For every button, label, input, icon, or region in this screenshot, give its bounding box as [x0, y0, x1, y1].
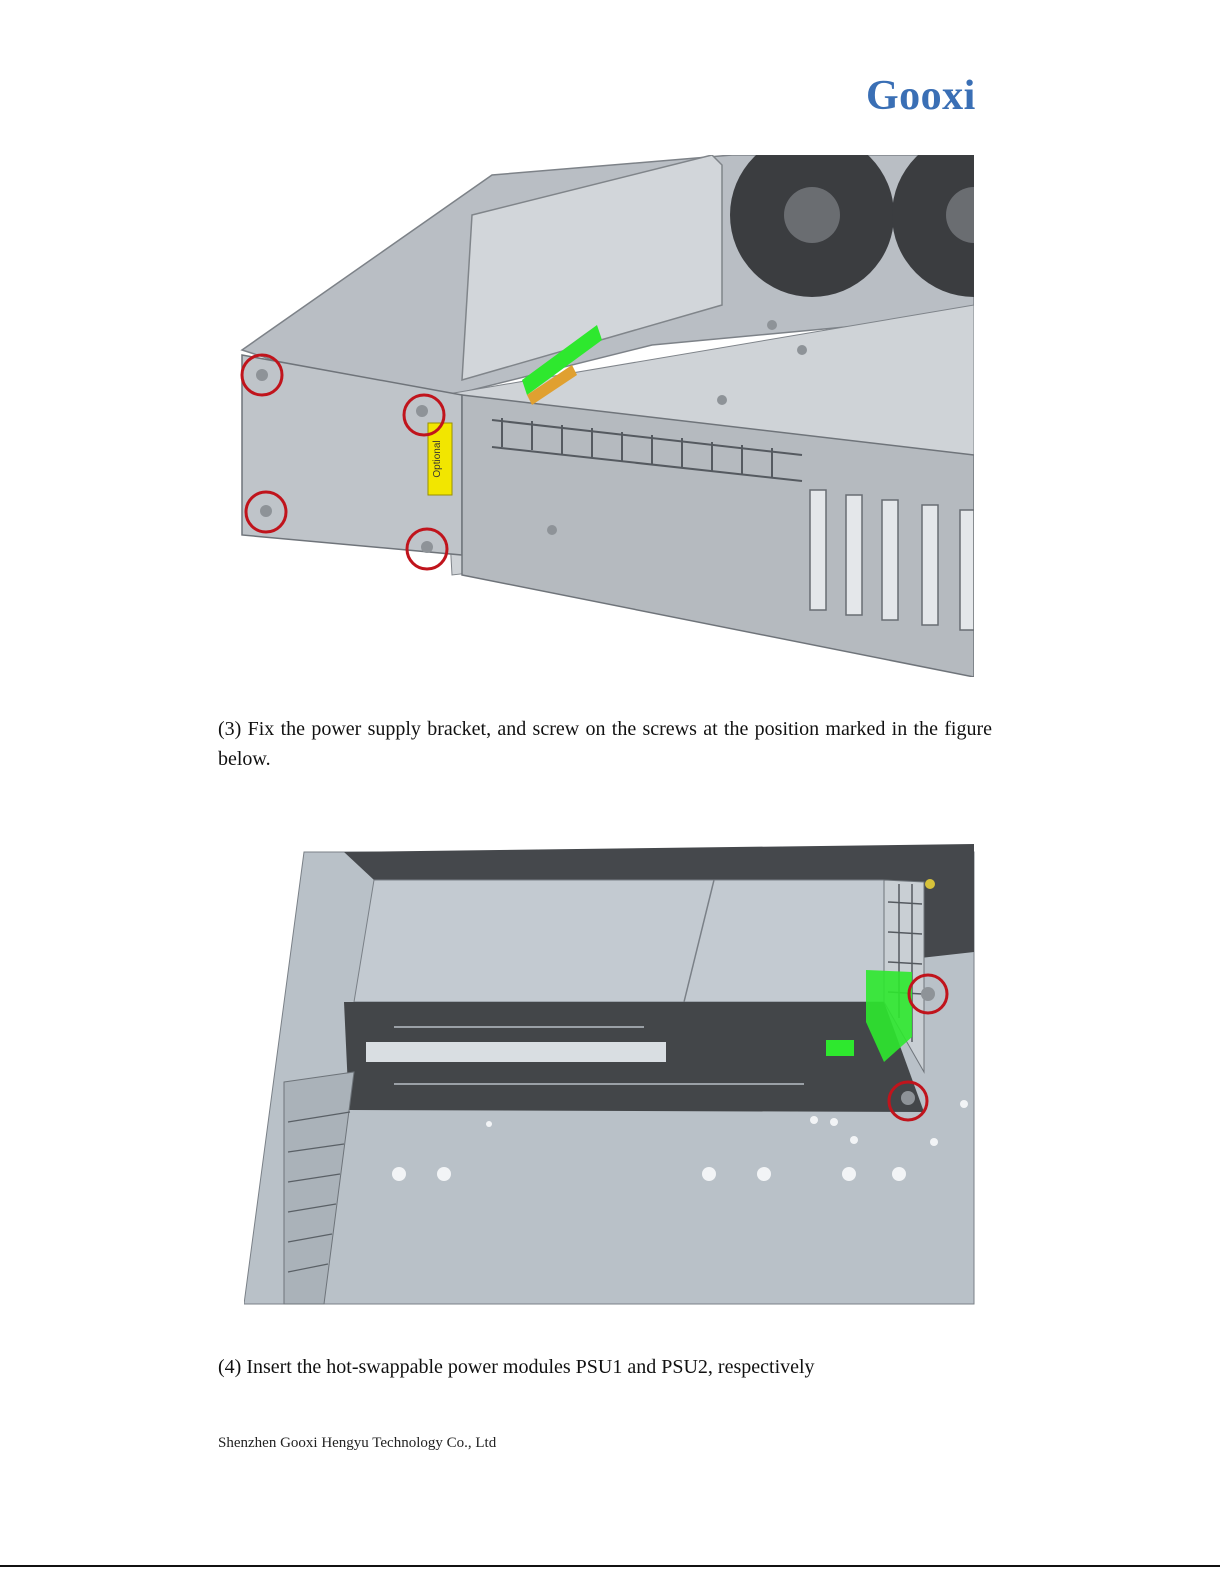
step-3-text: (3) Fix the power supply bracket, and screw on the screws at the position marked in the figure below.: [218, 718, 992, 770]
chassis-illustration-1: [232, 155, 974, 677]
footer-company: Shenzhen Gooxi Hengyu Technology Co., Ltd: [218, 1435, 497, 1451]
chassis-illustration-2: [244, 822, 980, 1314]
page-bottom-rule: [0, 1565, 1220, 1567]
brand-logo: Gooxi: [866, 73, 976, 119]
chassis-figure-bottom: [244, 822, 980, 1314]
optional-label: Optional: [432, 440, 443, 478]
step-4-text: (4) Insert the hot-swappable power modules PSU1 and PSU2, respectively: [218, 1356, 815, 1378]
chassis-figure-top: [232, 155, 974, 677]
